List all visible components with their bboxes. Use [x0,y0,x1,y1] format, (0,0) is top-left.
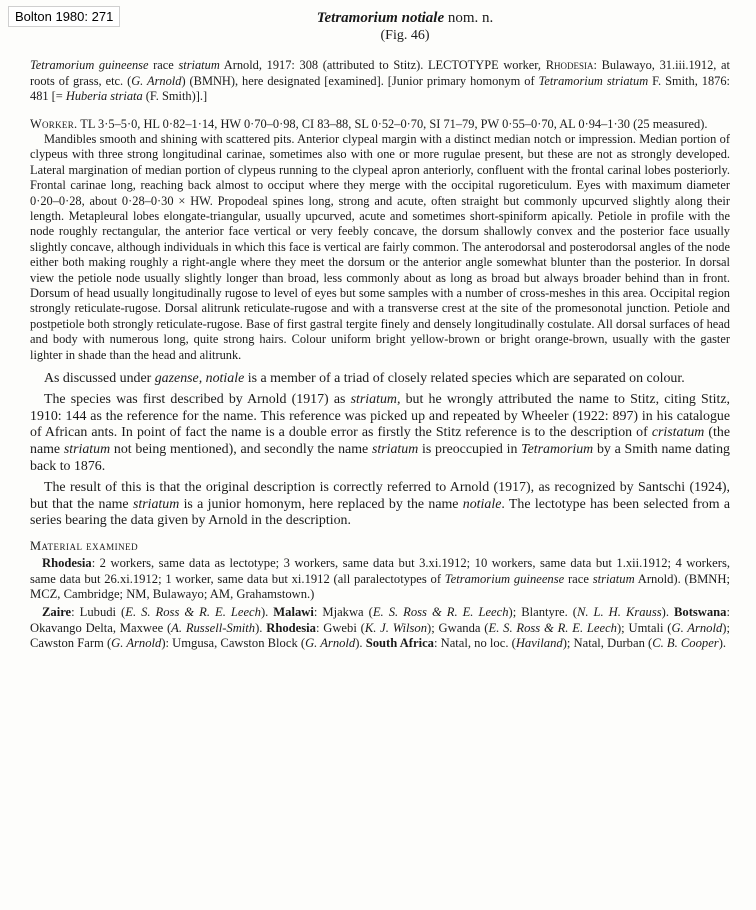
source-tag: Bolton 1980: 271 [8,6,120,27]
disc2-k: by a Smith name dating back to 1876. [30,442,730,474]
mat1-a: Rhodesia [42,556,92,571]
mat2-e: Malawi [273,604,314,619]
material-paratypes [30,556,730,603]
worker-description: Mandibles smooth and shining with scattered pits. Anterior clypeal margin with a distinct median notch or impression. Median portion of clypeus with three strong longitudinal carinae, sometimes also with one or more rugulae present, but these are not as strongly developed. Lateral margination of median portion of clypeus running to the clypeal apron anteriorly, confluent with the frontal carinal lobes posteriorly. Frontal carinae long, reaching back almost to occiput where they merge with the occipital rugoreticulum. Eyes with maximum diameter 0·20–0·28, about 0·28–0·30 × HW. Propodeal spines long, strong and acute, often straight but commonly upcurved slightly along their length. Metapleural lobes elongate-triangular, usually upcurved, acute and sometimes short-spiniform apically. Petiole in profile with the node roughly rectangular, the anterior face vertical or very feebly concave, the dorsum shallowly convex and the posterior face usually slightly concave, although individuals in which this face is vertical are fairly common. The anterodorsal and posterodorsal angles of the node either both making roughly a right-angle where they meet the dorsum or the anterior angle somewhat blunter than the posterior. In dorsal view the petiole node usually slightly longer than broad, less commonly about as long as broad but always broader behind than in front. Dorsum of head usually longitudinally rugose to level of eyes but some samples with a number of cross-meshes in this area. Occipital region strongly reticulate-rugose. Dorsal alitrunk reticulate-rugose and with a transverse crest at the site of the promesonotal junction. Petiole and postpetiole both strongly reticulate-rugose. Base of first gastral tergite finely and densely longitudinally costulate. All dorsal surfaces of head and body with numerous long, quite strong hairs. Colour uniform bright yellow-brown or bright orange-brown, usually with the gaster lighter in shade than the head and alitrunk. [30,131,730,362]
mat2-z: ). [355,636,366,651]
mat2-w: G. Arnold [111,636,162,651]
disc2-d: cristatum [651,425,705,441]
worker-measurement-values: TL 3·5–5·0, HL 0·82–1·14, HW 0·70–0·98, CI 83–88, SL 0·52–0·70, SI 71–79, PW 0·55–0·70, AL 0·94–1·30 (25 measured). [77,116,708,131]
disc2-j: Tetramorium [521,442,594,458]
species-header [80,10,730,44]
disc2-a: The species was first described by Arnold (1917) as [44,391,351,407]
mat2-j: ). [661,604,674,619]
syn-text-8: ) (BMNH), here designated [examined]. [Junior primary homonym of [181,73,539,88]
material-heading: Material examined [30,539,139,554]
mat2-ab: : Natal, no loc. ( [433,636,516,651]
syn-text-4: Arnold, 1917: 308 (attributed to Stitz). LECTOTYPE worker, [219,58,546,72]
mat2-c: E. S. Ross & R. E. Leech [125,604,261,619]
mat2-ae: C. B. Cooper [652,636,719,651]
mat2-o: Rhodesia [266,620,316,635]
mat2-b: : Lubudi ( [71,604,126,619]
species-status: nom. n. [447,10,494,26]
disc3-d: notiale [462,496,502,512]
material-other [30,605,730,652]
disc2-g: not being mentioned), and secondly the name [110,442,372,458]
mat2-r: ); Gwanda ( [427,620,489,635]
mat2-x: ): Umgusa, Cawston Block ( [161,636,306,651]
disc1-b: gazense, notiale [154,371,245,386]
disc2-b: striatum [350,391,397,407]
syn-text-1: Tetramorium guineense [30,58,149,72]
syn-text-2: race [148,58,179,72]
mat2-k: Botswana [674,604,727,619]
mat2-g: E. S. Ross & R. E. Leech [372,604,509,619]
mat2-y: G. Arnold [305,636,356,651]
mat2-q: K. J. Wilson [364,620,428,635]
mat2-t: ); Umtali ( [616,620,672,635]
page [30,10,730,652]
mat2-p: : Gwebi ( [315,620,365,635]
syn-text-6: : Bulawayo, 31.iii.1912, at roots of grass, etc. ( [30,58,730,88]
mat2-u: G. Arnold [671,620,723,635]
mat1-f: Arnold). (BMNH; MCZ, Cambridge; NM, Bulawayo; AM, Grahamstown.) [30,571,730,602]
disc3-a: The result of this is that the original description is correctly referred to Arnold (1917), as recognized by Santschi (1924), but that the name [30,479,730,512]
disc3-c: is a junior homonym, here replaced by the name [179,496,463,512]
disc1-c: is a member of a triad of closely related species which are separated on colour. [244,371,685,386]
mat2-a: Zaire [42,604,72,619]
synonymy-paragraph [30,58,730,105]
syn-text-5: Rhodesia [545,58,594,72]
disc2-f: striatum [63,442,111,458]
mat2-d: ). [260,604,274,619]
figure-reference: (Fig. 46) [380,28,430,43]
mat1-c: Tetramorium guineense [444,571,565,586]
mat2-ad: ); Natal, Durban ( [562,636,653,651]
mat2-ac: Haviland [515,636,563,651]
mat2-aa: South Africa [365,636,434,651]
syn-text-11: Huberia striata [65,89,143,103]
disc1-a: As discussed under [44,371,155,386]
worker-measurements [30,117,730,132]
species-title [80,10,730,27]
disc2-i: is preoccupied in [418,442,522,458]
disc2-c: , but he wrongly attributed the name to Stitz, citing Stitz, 1910: 144 as the reference for the name. This reference was picked up and repeated by Wheeler (1922: 897) in his catalogue of African ants. In point of fact the name is a double error as firstly the Stitz reference is to the description of [30,391,730,441]
mat2-n: ). [255,620,267,635]
mat2-s: E. S. Ross & R. E. Leech [488,620,617,635]
syn-text-3: striatum [178,58,220,72]
mat2-l: : Okavango Delta, Maxwee ( [30,604,730,635]
discussion-paragraph-3 [30,480,730,530]
mat2-f: : Mjakwa ( [313,604,373,619]
disc2-h: striatum [371,442,419,458]
mat2-af: ). [718,636,727,651]
disc3-e: . The lectotype has been selected from a series bearing the data given by Arnold in the description. [30,496,730,529]
syn-text-12: (F. Smith)].] [142,89,208,103]
mat1-e: striatum [592,571,635,586]
syn-text-9: Tetramorium striatum [538,73,649,88]
mat1-d: race [564,571,593,586]
mat1-b: : 2 workers, same data as lectotype; 3 workers, same data but 3.xi.1912; 10 workers, same data but 1.xii.1912; 4 workers, same data but 26.xi.1912; 1 worker, same data but xi.1912 (all paralectotypes of [30,556,730,586]
mat2-i: N. L. H. Krauss [576,604,662,619]
mat2-m: A. Russell-Smith [171,620,256,635]
syn-text-10: F. Smith, 1876: 481 [= [30,73,730,103]
discussion-paragraph-2 [30,392,730,476]
disc2-e: (the name [30,425,730,458]
mat2-h: ); Blantyre. ( [508,604,577,619]
discussion-paragraph-1 [30,371,730,388]
worker-label: Worker. [30,116,78,131]
syn-text-7: G. Arnold [131,73,182,88]
disc3-b: striatum [132,496,180,512]
species-name: Tetramorium notiale [316,10,445,26]
mat2-v: ); Cawston Farm ( [30,620,730,651]
